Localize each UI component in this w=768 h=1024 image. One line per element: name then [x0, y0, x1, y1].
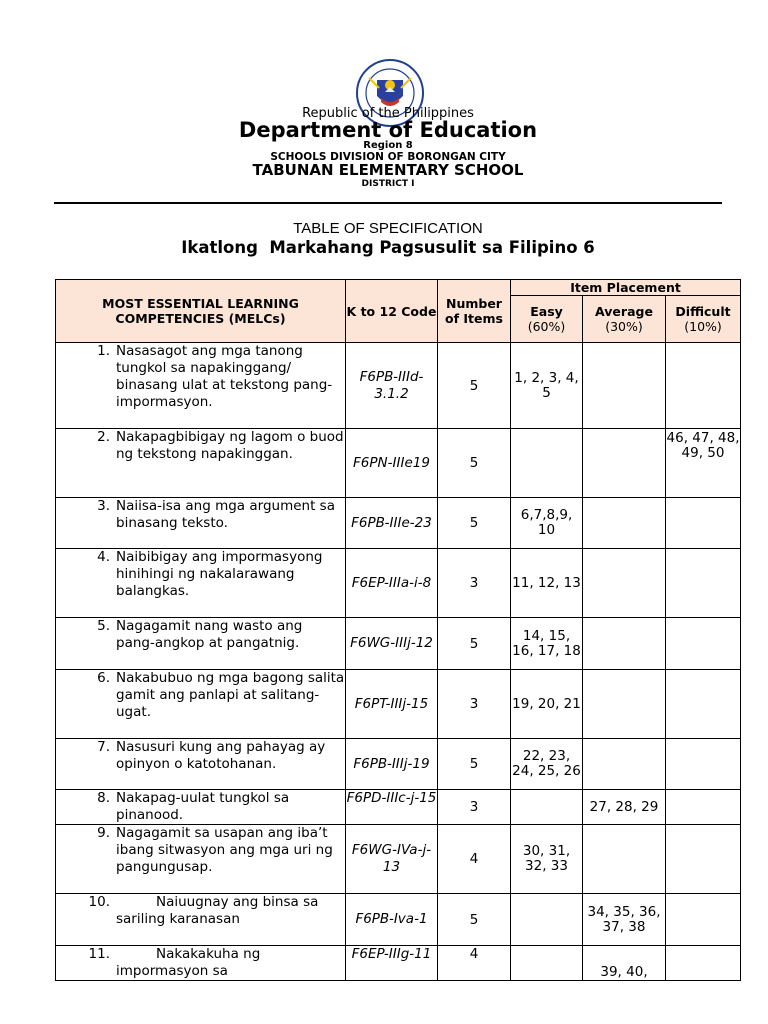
code-cell: F6PB-IIIj-19	[346, 739, 438, 790]
average-cell: 34, 35, 36, 37, 38	[583, 894, 666, 946]
items-cell: 5	[438, 343, 511, 429]
items-cell: 5	[438, 894, 511, 946]
competency-text: Naiuugnay ang binsa sa sariling karanasan	[116, 894, 319, 927]
department-title: Department of Education	[238, 118, 538, 142]
competency-cell	[56, 894, 346, 946]
code-cell: F6EP-IIIa-i-8	[346, 549, 438, 618]
code-cell: F6PB-IIIe-23	[346, 498, 438, 549]
competency-cell	[56, 670, 346, 739]
competency-text: Nakapagbibigay ng lagom o buod ng tekstong napakinggan.	[116, 429, 344, 462]
competency-text: Nakabubuo ng mga bagong salita gamit ang panlapi at salitang-ugat.	[116, 670, 345, 720]
competency-cell	[56, 946, 346, 981]
competency-text: Nagagamit sa usapan ang iba’t ibang sitwasyon ang mga uri ng pangungusap.	[116, 825, 333, 875]
items-cell: 3	[438, 790, 511, 825]
easy-cell: 11, 12, 13	[511, 549, 583, 618]
division-line: SCHOOLS DIVISION OF BORONGAN CITY	[270, 151, 506, 163]
table-row	[56, 790, 741, 825]
competency-cell	[56, 790, 346, 825]
difficult-cell	[666, 498, 741, 549]
row-number: 7.	[97, 739, 110, 755]
table-row	[56, 825, 741, 894]
table-row	[56, 498, 741, 549]
average-cell	[583, 549, 666, 618]
competency-cell	[56, 739, 346, 790]
difficult-cell	[666, 790, 741, 825]
easy-cell: 1, 2, 3, 4, 5	[511, 343, 583, 429]
competency-text: Naibibigay ang impormasyong hinihingi ng nakalarawang balangkas.	[116, 549, 323, 599]
difficult-cell: 46, 47, 48, 49, 50	[666, 429, 741, 498]
header-melc: MOST ESSENTIAL LEARNING COMPETENCIES (MELCs)	[56, 280, 346, 343]
competency-cell	[56, 429, 346, 498]
competency-cell	[56, 549, 346, 618]
republic-line: Republic of the Philippines	[302, 106, 474, 121]
code-cell: F6PT-IIIj-15	[346, 670, 438, 739]
difficult-cell	[666, 670, 741, 739]
items-cell: 3	[438, 670, 511, 739]
easy-cell: 6,7,8,9, 10	[511, 498, 583, 549]
table-row	[56, 343, 741, 429]
header-divider	[54, 202, 722, 204]
items-cell: 3	[438, 549, 511, 618]
row-number: 6.	[97, 670, 110, 686]
table-row	[56, 549, 741, 618]
easy-cell	[511, 946, 583, 981]
competency-text: Nakakakuha ng impormasyon sa	[116, 946, 261, 979]
items-cell: 5	[438, 739, 511, 790]
difficult-cell	[666, 549, 741, 618]
competency-text: Nasusuri kung ang pahayag ay opinyon o katotohanan.	[116, 739, 326, 772]
table-row	[56, 894, 741, 946]
difficult-cell	[666, 946, 741, 981]
average-cell	[583, 739, 666, 790]
easy-cell	[511, 790, 583, 825]
items-cell: 4	[438, 946, 511, 981]
code-cell: F6EP-IIIg-11	[346, 946, 438, 981]
code-cell: F6PD-IIIc-j-15	[346, 790, 438, 825]
difficult-cell	[666, 739, 741, 790]
row-number: 10.	[88, 894, 110, 910]
average-cell: 39, 40,	[583, 946, 666, 981]
competency-cell	[56, 618, 346, 670]
competency-cell	[56, 825, 346, 894]
average-cell: 27, 28, 29	[583, 790, 666, 825]
code-cell: F6PB-Iva-1	[346, 894, 438, 946]
competency-cell	[56, 498, 346, 549]
district-line: DISTRICT I	[361, 179, 415, 189]
average-cell	[583, 670, 666, 739]
difficult-cell	[666, 894, 741, 946]
header-average	[583, 296, 666, 343]
header-average-pct: (30%)	[605, 319, 643, 334]
row-number: 11.	[88, 946, 110, 962]
easy-cell: 19, 20, 21	[511, 670, 583, 739]
items-cell: 4	[438, 825, 511, 894]
competency-text: Nasasagot ang mga tanong tungkol sa napakinggang/ binasang ulat at tekstong pang-impormasyon.	[116, 343, 333, 410]
document-title: TABLE OF SPECIFICATION	[293, 220, 483, 237]
average-cell	[583, 618, 666, 670]
items-cell: 5	[438, 618, 511, 670]
table-row	[56, 670, 741, 739]
header-item-placement: Item Placement	[511, 280, 741, 296]
header-easy-label: Easy	[530, 304, 563, 319]
average-cell	[583, 825, 666, 894]
easy-cell: 30, 31, 32, 33	[511, 825, 583, 894]
table-row	[56, 429, 741, 498]
difficult-cell	[666, 825, 741, 894]
items-cell: 5	[438, 429, 511, 498]
code-cell: F6PN-IIIe19	[346, 429, 438, 498]
row-number: 5.	[97, 618, 110, 634]
code-cell: F6WG-IVa-j-13	[346, 825, 438, 894]
competency-text: Naiisa-isa ang mga argument sa binasang teksto.	[116, 498, 335, 531]
easy-cell: 14, 15, 16, 17, 18	[511, 618, 583, 670]
header-code: K to 12 Code	[346, 280, 438, 343]
easy-cell	[511, 429, 583, 498]
row-number: 3.	[97, 498, 110, 514]
difficult-cell	[666, 618, 741, 670]
header-difficult-label: Difficult	[675, 304, 731, 319]
competency-text: Nakapag-uulat tungkol sa pinanood.	[116, 790, 290, 823]
row-number: 2.	[97, 429, 110, 445]
easy-cell: 22, 23, 24, 25, 26	[511, 739, 583, 790]
table-row	[56, 739, 741, 790]
specification-table	[55, 279, 741, 981]
code-cell: F6WG-IIIj-12	[346, 618, 438, 670]
average-cell	[583, 429, 666, 498]
region-line: Region 8	[363, 140, 413, 151]
header-easy	[511, 296, 583, 343]
header-difficult-pct: (10%)	[684, 319, 722, 334]
header-difficult	[666, 296, 741, 343]
average-cell	[583, 343, 666, 429]
easy-cell	[511, 894, 583, 946]
document-subtitle: Ikatlong Markahang Pagsusulit sa Filipino 6	[181, 238, 595, 257]
row-number: 1.	[97, 343, 110, 359]
row-number: 9.	[97, 825, 110, 841]
header-items: Number of Items	[438, 280, 511, 343]
table-row	[56, 946, 741, 981]
header-average-label: Average	[595, 304, 653, 319]
row-number: 4.	[97, 549, 110, 565]
difficult-cell	[666, 343, 741, 429]
items-cell: 5	[438, 498, 511, 549]
competency-text: Nagagamit nang wasto ang pang-angkop at pangatnig.	[116, 618, 303, 651]
school-name: TABUNAN ELEMENTARY SCHOOL	[252, 161, 524, 179]
header-easy-pct: (60%)	[527, 319, 566, 334]
average-cell	[583, 498, 666, 549]
competency-cell	[56, 343, 346, 429]
table-row	[56, 618, 741, 670]
row-number: 8.	[97, 790, 110, 806]
code-cell: F6PB-IIId-3.1.2	[346, 343, 438, 429]
